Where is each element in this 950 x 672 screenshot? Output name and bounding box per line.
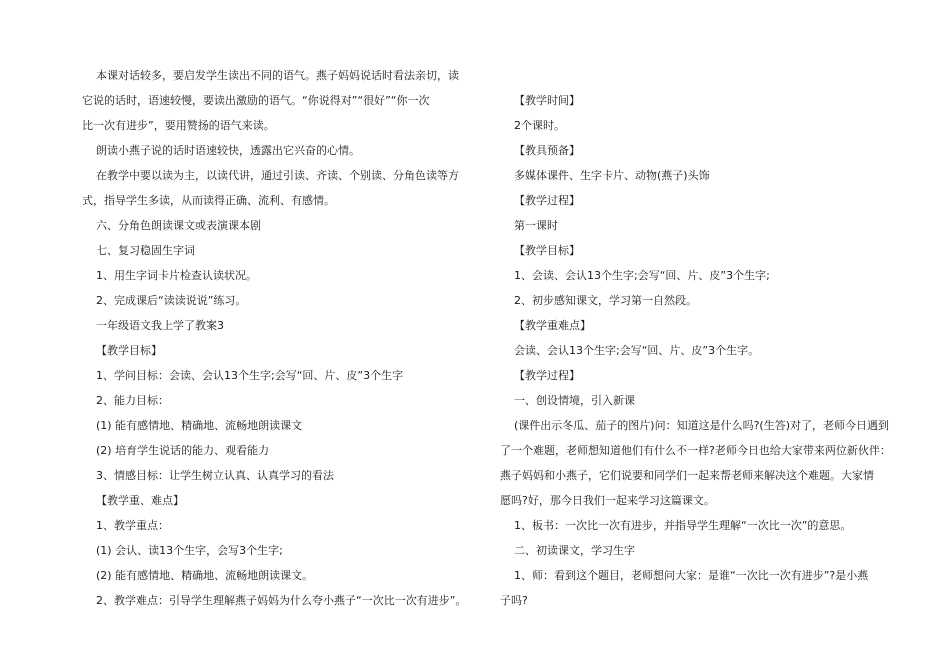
paragraph-line: 2个课时。 — [514, 119, 565, 132]
paragraph-line: 本课对话较多，要启发学生读出不同的语气。燕子妈妈说话时看法亲切，读 — [96, 69, 459, 82]
section-heading: 【教具预备】 — [514, 144, 580, 157]
section-heading: 【教学重、难点】 — [96, 494, 184, 507]
paragraph-line: 多媒体课件、生字卡片、动物(燕子)头饰 — [514, 169, 710, 182]
section-heading: 【教学过程】 — [514, 369, 580, 382]
section-heading: 【教学时间】 — [514, 94, 580, 107]
paragraph-line: 了一个难题，老师想知道他们有什么不一样?老师今日也给大家带来两位新伙伴： — [500, 444, 891, 457]
paragraph-line: 会读、会认13个生字;会写“回、片、皮”3个生字。 — [514, 344, 760, 357]
list-item: 1、师：看到这个题目，老师想问大家：是谁“一次比一次有进步”?是小燕 — [514, 569, 869, 582]
list-item: (1) 能有感情地、精确地、流畅地朗读课文 — [96, 419, 303, 432]
list-item: 2、教学难点：引导学生理解燕子妈妈为什么夸小燕子“一次比一次有进步”。 — [96, 594, 467, 607]
paragraph-line: 子吗? — [500, 594, 528, 607]
paragraph-line: 在教学中要以读为主，以读代讲，通过引读、齐读、个别读、分角色读等方 — [96, 169, 459, 182]
list-item: 1、会读、会认13个生字;会写“回、片、皮”3个生字; — [514, 269, 770, 282]
paragraph-line: 第一课时 — [514, 219, 558, 232]
list-item: 2、完成课后“读读说说”练习。 — [96, 294, 247, 307]
section-heading: 一、创设情境，引入新课 — [514, 394, 635, 407]
list-item: 1、板书：一次比一次有进步，并指导学生理解“一次比一次”的意思。 — [514, 519, 852, 532]
paragraph-line: 朗读小燕子说的话时语速较快，透露出它兴奋的心情。 — [96, 144, 360, 157]
list-item: (2) 能有感情地、精确地、流畅地朗读课文。 — [96, 569, 314, 582]
paragraph-line: 愿吗?好，那今日我们一起来学习这篇课文。 — [500, 494, 715, 507]
paragraph-line: 燕子妈妈和小燕子，它们说要和同学们一起来帮老师来解决这个难题。大家情 — [500, 469, 874, 482]
list-item: (2) 培育学生说话的能力、观看能力 — [96, 444, 270, 457]
list-item: (1) 会认、读13个生字，会写3个生字; — [96, 544, 283, 557]
section-heading: 【教学目标】 — [96, 344, 162, 357]
section-heading: 七、复习稳固生字词 — [96, 244, 195, 257]
paragraph-line: 式，指导学生多读，从而读得正确、流利、有感情。 — [82, 194, 335, 207]
paragraph-line: 比一次有进步”，要用赞扬的语气来读。 — [82, 119, 275, 132]
section-heading: 六、分角色朗读课文或表演课本剧 — [96, 219, 261, 232]
section-heading: 【教学目标】 — [514, 244, 580, 257]
section-heading: 【教学重难点】 — [514, 319, 591, 332]
paragraph-line: (课件出示冬瓜、茄子的图片)问：知道这是什么吗?(生答)对了，老师今日遇到 — [514, 419, 890, 432]
list-item: 1、教学重点： — [96, 519, 169, 532]
list-item: 2、初步感知课文，学习第一自然段。 — [514, 294, 697, 307]
list-item: 3、情感目标：让学生树立认真、认真学习的看法 — [96, 469, 334, 482]
document-title: 一年级语文我上学了教案3 — [96, 319, 224, 332]
list-item: 1、学问目标：会读、会认13个生字;会写“回、片、皮”3个生字 — [96, 369, 404, 382]
list-item: 1、用生字词卡片检查认读状况。 — [96, 269, 257, 282]
paragraph-line: 它说的话时，语速较慢，要读出激励的语气。“你说得对”“很好”“你一次 — [82, 94, 430, 107]
list-item: 2、能力目标： — [96, 394, 169, 407]
section-heading: 【教学过程】 — [514, 194, 580, 207]
section-heading: 二、初读课文，学习生字 — [514, 544, 635, 557]
